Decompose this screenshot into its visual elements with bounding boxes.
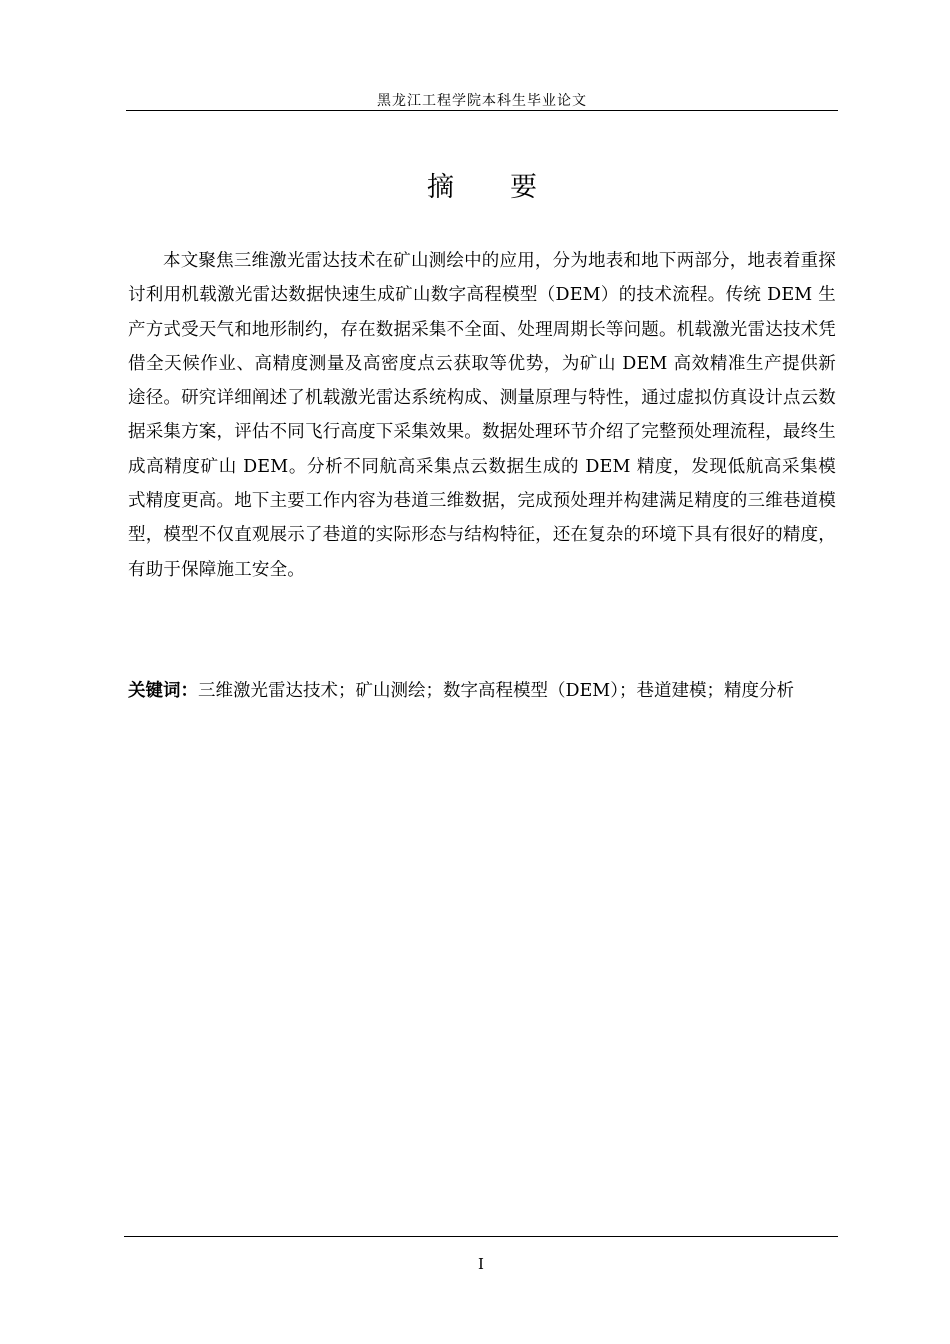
footer-rule bbox=[124, 1236, 838, 1237]
abstract-body: 本文聚焦三维激光雷达技术在矿山测绘中的应用，分为地表和地下两部分，地表着重探讨利用机载激光雷达数据快速生成矿山数字高程模型（DEM）的技术流程。传统 DEM 生产方式受天气和地形制约，存在数据采集不全面、处理周期长等问题。机载激光雷达技术凭借全天候作业、高精度测量及高密度点云获取等优势，为矿山 DEM 高效精准生产提供新途径。研究详细阐述了机载激光雷达系统构成、测量原理与特性，通过虚拟仿真设计点云数据采集方案，评估不同飞行高度下采集效果。数据处理环节介绍了完整预处理流程，最终生成高精度矿山 DEM。分析不同航高采集点云数据生成的 DEM 精度，发现低航高采集模式精度更高。地下主要工作内容为巷道三维数据，完成预处理并构建满足精度的三维巷道模型，模型不仅直观展示了巷道的实际形态与结构特征，还在复杂的环境下具有很好的精度，有助于保障施工安全。 bbox=[128, 251, 836, 580]
header-rule bbox=[126, 110, 838, 111]
keywords-text: 三维激光雷达技术；矿山测绘；数字高程模型（DEM）；巷道建模；精度分析 bbox=[198, 681, 794, 701]
title-char-2: 要 bbox=[510, 172, 537, 203]
title-char-1: 摘 bbox=[427, 172, 454, 203]
page-number: I bbox=[478, 1255, 484, 1273]
running-header: 黑龙江工程学院本科生毕业论文 bbox=[377, 93, 587, 109]
keywords-label: 关键词： bbox=[128, 681, 198, 701]
abstract-title bbox=[126, 168, 838, 208]
keywords-line bbox=[128, 676, 836, 706]
